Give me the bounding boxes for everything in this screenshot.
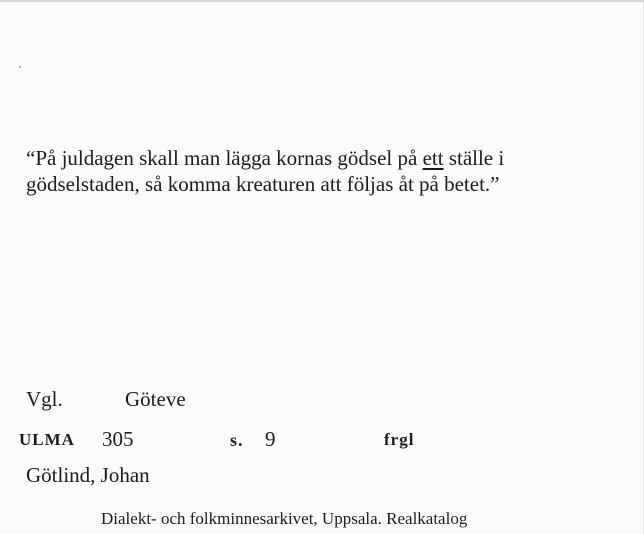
quote-underlined-word: ett: [422, 146, 444, 170]
quote-line-1-end: ställe i: [443, 146, 505, 170]
paper-speck: [19, 66, 21, 68]
page-label: s.: [230, 430, 244, 450]
archive-label: ULMA: [19, 430, 75, 449]
province-label: Vgl.: [26, 387, 63, 411]
quote-line-1-start: “På juldagen skall man lägga kornas gödsel på: [26, 146, 423, 170]
archive-number: 305: [102, 427, 134, 451]
record-type: frgl: [384, 430, 415, 449]
quote-line-1: [26, 145, 626, 171]
archive-footer: Dialekt- och folkminnesarkivet, Uppsala. Realkatalog: [101, 509, 468, 528]
page-number: 9: [265, 427, 276, 451]
informant-name: Götlind, Johan: [26, 463, 150, 487]
quote-text: [26, 145, 626, 197]
quote-line-2: gödselstaden, så komma kreaturen att följas åt på betet.”: [26, 172, 500, 196]
parish-name: Göteve: [125, 387, 186, 411]
